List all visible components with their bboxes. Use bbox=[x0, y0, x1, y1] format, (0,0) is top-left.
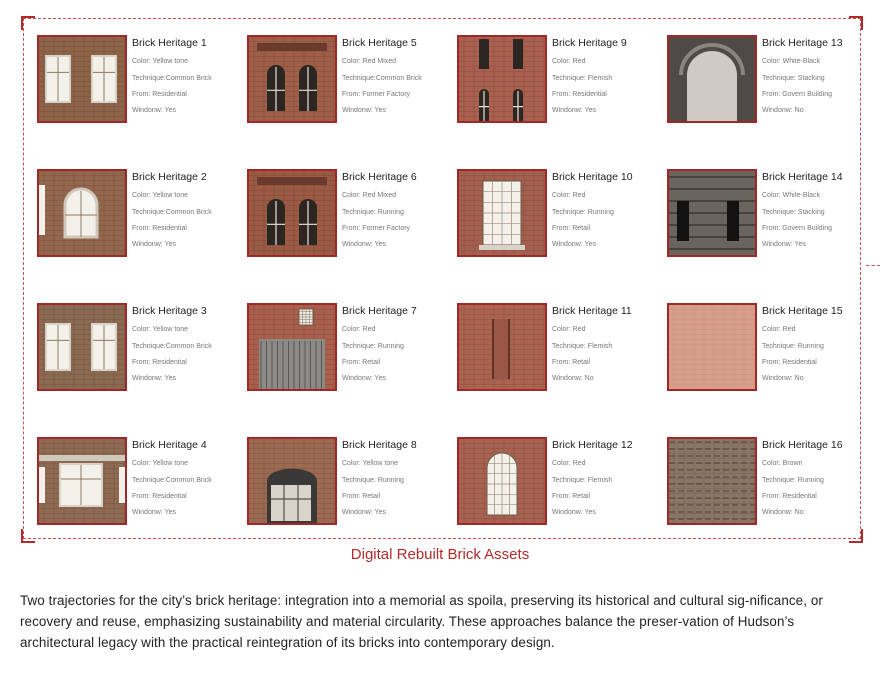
brick-color: Color: Yellow tone bbox=[342, 460, 399, 468]
brick-window: Windonw: Yes bbox=[342, 375, 386, 383]
brick-window: Windonw: Yes bbox=[342, 107, 386, 115]
brick-origin: From: Govern Building bbox=[762, 90, 833, 98]
brick-card bbox=[37, 35, 237, 127]
brick-technique: Technique:Common Brick bbox=[342, 74, 422, 82]
brick-title: Brick Heritage 10 bbox=[552, 171, 633, 183]
brick-thumbnail bbox=[37, 169, 127, 257]
brick-thumbnail bbox=[667, 169, 757, 257]
brick-thumbnail bbox=[667, 303, 757, 391]
brick-card bbox=[37, 303, 237, 395]
brick-color: Color: Red bbox=[552, 460, 586, 468]
brick-window: Windonw: Yes bbox=[342, 509, 386, 517]
brick-color: Color: Red bbox=[552, 326, 586, 334]
brick-info bbox=[552, 304, 662, 383]
brick-color: Color: White-Black bbox=[762, 58, 820, 66]
brick-title: Brick Heritage 3 bbox=[132, 305, 207, 317]
brick-card bbox=[247, 303, 447, 395]
brick-info bbox=[762, 438, 872, 517]
corner-mark bbox=[849, 529, 863, 543]
brick-origin: From: Retail bbox=[552, 492, 591, 500]
brick-card bbox=[667, 35, 867, 127]
brick-card bbox=[457, 169, 657, 261]
brick-title: Brick Heritage 13 bbox=[762, 37, 843, 49]
brick-info bbox=[342, 170, 452, 249]
brick-origin: From: Retail bbox=[342, 358, 381, 366]
brick-color: Color: Brown bbox=[762, 460, 803, 468]
brick-technique: Technique:Common Brick bbox=[132, 208, 212, 216]
brick-origin: From: Retail bbox=[552, 224, 591, 232]
brick-info bbox=[762, 36, 872, 115]
brick-color: Color: Yellow tone bbox=[132, 192, 189, 200]
brick-technique: Technique: Flemish bbox=[552, 476, 613, 484]
brick-card bbox=[667, 437, 867, 529]
brick-window: Windonw: Yes bbox=[132, 241, 176, 249]
brick-window: Windonw: No bbox=[552, 375, 594, 383]
brick-thumbnail bbox=[457, 303, 547, 391]
brick-info bbox=[342, 438, 452, 517]
brick-info bbox=[132, 36, 242, 115]
brick-window: Windonw: Yes bbox=[552, 509, 596, 517]
brick-thumbnail bbox=[457, 437, 547, 525]
brick-info bbox=[132, 438, 242, 517]
brick-info bbox=[762, 304, 872, 383]
brick-technique: Technique: Flemish bbox=[552, 342, 613, 350]
brick-color: Color: Yellow tone bbox=[132, 460, 189, 468]
brick-color: Color: Yellow tone bbox=[132, 58, 189, 66]
brick-origin: From: Residential bbox=[762, 492, 817, 500]
brick-origin: From: Former Factory bbox=[342, 90, 411, 98]
brick-technique: Technique:Common Brick bbox=[132, 74, 212, 82]
brick-info bbox=[132, 304, 242, 383]
brick-title: Brick Heritage 9 bbox=[552, 37, 627, 49]
brick-origin: From: Residential bbox=[132, 358, 187, 366]
brick-title: Brick Heritage 6 bbox=[342, 171, 417, 183]
corner-mark bbox=[849, 16, 863, 30]
brick-color: Color: Red Mixed bbox=[342, 192, 397, 200]
brick-technique: Technique: Running bbox=[552, 208, 614, 216]
brick-title: Brick Heritage 5 bbox=[342, 37, 417, 49]
brick-origin: From: Residential bbox=[552, 90, 607, 98]
brick-technique: Technique:Common Brick bbox=[132, 476, 212, 484]
brick-thumbnail bbox=[37, 303, 127, 391]
brick-card bbox=[247, 437, 447, 529]
brick-thumbnail bbox=[247, 303, 337, 391]
brick-technique: Technique: Stacking bbox=[762, 208, 825, 216]
brick-title: Brick Heritage 1 bbox=[132, 37, 207, 49]
brick-window: Windonw: Yes bbox=[552, 241, 596, 249]
brick-origin: From: Residential bbox=[132, 492, 187, 500]
brick-window: Windonw: Yes bbox=[132, 375, 176, 383]
brick-technique: Technique: Stacking bbox=[762, 74, 825, 82]
brick-window: Windonw: Yes bbox=[132, 509, 176, 517]
brick-technique: Technique: Running bbox=[762, 342, 824, 350]
brick-thumbnail bbox=[667, 35, 757, 123]
brick-origin: From: Residential bbox=[762, 358, 817, 366]
brick-card bbox=[667, 303, 867, 395]
brick-technique: Technique: Running bbox=[342, 342, 404, 350]
brick-origin: From: Residential bbox=[132, 90, 187, 98]
brick-thumbnail bbox=[247, 169, 337, 257]
brick-info bbox=[342, 36, 452, 115]
brick-info bbox=[552, 36, 662, 115]
brick-thumbnail bbox=[37, 35, 127, 123]
brick-title: Brick Heritage 4 bbox=[132, 439, 207, 451]
body-paragraph: Two trajectories for the city’s brick heritage: integration into a memorial as spoila, preserving its historical and cultural sig-nificance, or recovery and reuse, emphasizing sustainability and material circularity. These approaches balance the preser-vation of Hudson’s architectural legacy with the practical reintegration of its bricks into contemporary design. bbox=[20, 593, 823, 650]
brick-color: Color: Red Mixed bbox=[342, 58, 397, 66]
brick-color: Color: Red bbox=[552, 58, 586, 66]
brick-technique: Technique: Running bbox=[342, 208, 404, 216]
brick-origin: From: Retail bbox=[342, 492, 381, 500]
brick-info bbox=[552, 438, 662, 517]
brick-origin: From: Retail bbox=[552, 358, 591, 366]
brick-title: Brick Heritage 7 bbox=[342, 305, 417, 317]
brick-info bbox=[342, 304, 452, 383]
brick-window: Windonw: No bbox=[762, 375, 804, 383]
brick-title: Brick Heritage 8 bbox=[342, 439, 417, 451]
brick-technique: Technique: Flemish bbox=[552, 74, 613, 82]
brick-window: Windonw: Yes bbox=[132, 107, 176, 115]
brick-color: Color: Red bbox=[552, 192, 586, 200]
connector-line bbox=[866, 265, 880, 266]
brick-color: Color: Red bbox=[342, 326, 376, 334]
brick-color: Color: White-Black bbox=[762, 192, 820, 200]
brick-info bbox=[552, 170, 662, 249]
brick-color: Color: Yellow tone bbox=[132, 326, 189, 334]
brick-card bbox=[457, 303, 657, 395]
brick-title: Brick Heritage 12 bbox=[552, 439, 633, 451]
brick-card bbox=[457, 35, 657, 127]
brick-technique: Technique: Running bbox=[762, 476, 824, 484]
brick-title: Brick Heritage 14 bbox=[762, 171, 843, 183]
brick-window: Windonw: No bbox=[762, 509, 804, 517]
brick-title: Brick Heritage 2 bbox=[132, 171, 207, 183]
brick-card bbox=[247, 169, 447, 261]
brick-origin: From: Residential bbox=[132, 224, 187, 232]
brick-info bbox=[132, 170, 242, 249]
brick-thumbnail bbox=[37, 437, 127, 525]
brick-thumbnail bbox=[457, 169, 547, 257]
brick-title: Brick Heritage 15 bbox=[762, 305, 843, 317]
brick-origin: From: Govern Building bbox=[762, 224, 833, 232]
corner-mark bbox=[21, 16, 35, 30]
brick-window: Windonw: Yes bbox=[342, 241, 386, 249]
brick-color: Color: Red bbox=[762, 326, 796, 334]
brick-card bbox=[37, 169, 237, 261]
brick-card bbox=[457, 437, 657, 529]
brick-technique: Technique:Common Brick bbox=[132, 342, 212, 350]
brick-card bbox=[37, 437, 237, 529]
brick-thumbnail bbox=[667, 437, 757, 525]
brick-origin: From: Former Factory bbox=[342, 224, 411, 232]
brick-info bbox=[762, 170, 872, 249]
brick-window: Windonw: Yes bbox=[762, 241, 806, 249]
brick-thumbnail bbox=[247, 437, 337, 525]
brick-thumbnail bbox=[247, 35, 337, 123]
brick-title: Brick Heritage 16 bbox=[762, 439, 843, 451]
figure-caption: Digital Rebuilt Brick Assets bbox=[350, 546, 530, 563]
brick-window: Windonw: Yes bbox=[552, 107, 596, 115]
brick-technique: Technique: Running bbox=[342, 476, 404, 484]
corner-mark bbox=[21, 529, 35, 543]
brick-card bbox=[247, 35, 447, 127]
brick-thumbnail bbox=[457, 35, 547, 123]
brick-title: Brick Heritage 11 bbox=[552, 305, 632, 317]
brick-window: Windonw: No bbox=[762, 107, 804, 115]
brick-card bbox=[667, 169, 867, 261]
